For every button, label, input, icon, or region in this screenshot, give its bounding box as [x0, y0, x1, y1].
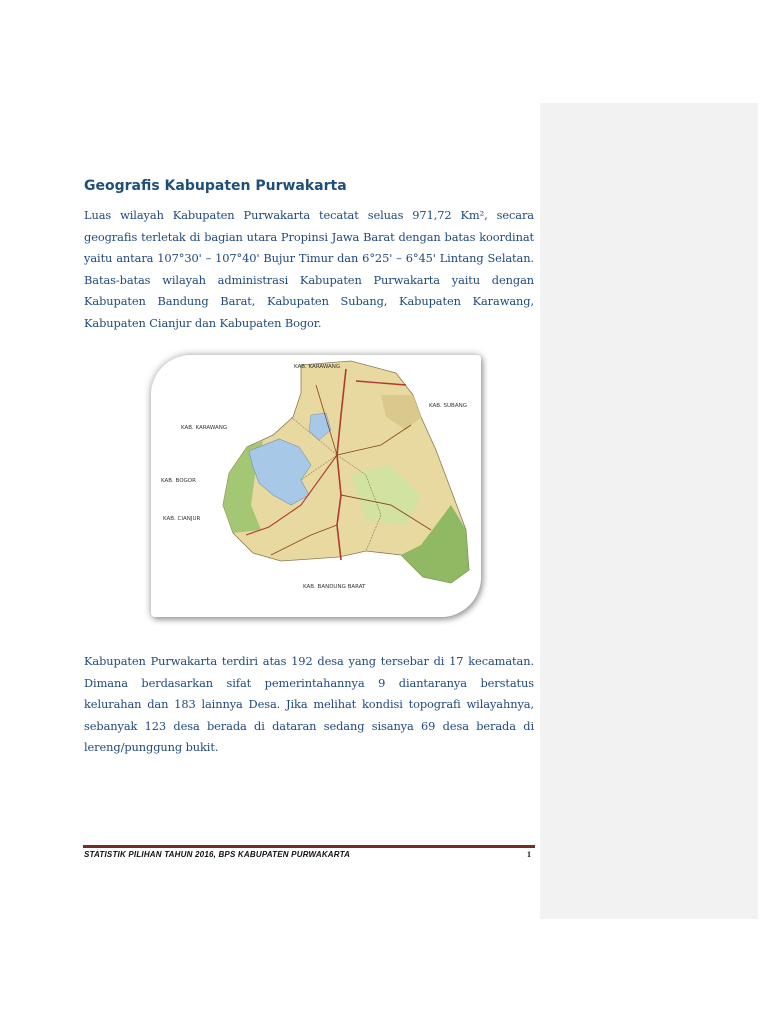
- comment-side-panel: [540, 103, 758, 919]
- map-label-karawang-west: KAB. KARAWANG: [181, 425, 228, 431]
- purwakarta-map: [151, 355, 481, 617]
- map-label-bogor: KAB. BOGOR: [161, 478, 196, 484]
- map-label-subang: KAB. SUBANG: [429, 403, 467, 409]
- paragraph-geography: Luas wilayah Kabupaten Purwakarta tecatat seluas 971,72 Km², secara geografis terletak di bagian utara Propinsi Jawa Barat dengan batas koordinat yaitu antara 107°30' – 107°40' Bujur Timur dan 6°25' – 6°45' Lintang Selatan. Batas-batas wilayah administrasi Kabupaten Purwakarta yaitu dengan Kabupaten Bandung Barat, Kabupaten Subang, Kabupaten Karawang, Kabupaten Cianjur dan Kabupaten Bogor.: [84, 208, 534, 330]
- section-heading: Geografis Kabupaten Purwakarta: [84, 178, 347, 194]
- footer-rule: [83, 845, 535, 848]
- map-label-cianjur: KAB. CIANJUR: [163, 516, 201, 522]
- footer-title: STATISTIK PILIHAN TAHUN 2016, BPS KABUPATEN PURWAKARTA: [84, 850, 351, 859]
- paragraph-administration: Kabupaten Purwakarta terdiri atas 192 desa yang tersebar di 17 kecamatan. Dimana berdasarkan sifat pemerintahannya 9 diantaranya berstatus kelurahan dan 183 lainnya Desa. Jika melihat kondisi topografi wilayahnya, sebanyak 123 desa berada di dataran sedang sisanya 69 desa berada di lereng/punggung bukit.: [84, 654, 534, 755]
- map-label-bandung-barat: KAB. BANDUNG BARAT: [303, 584, 366, 590]
- map-label-karawang-north: KAB. KARAWANG: [294, 364, 341, 370]
- page-number: 1: [527, 850, 531, 859]
- map-illustration: [151, 355, 481, 617]
